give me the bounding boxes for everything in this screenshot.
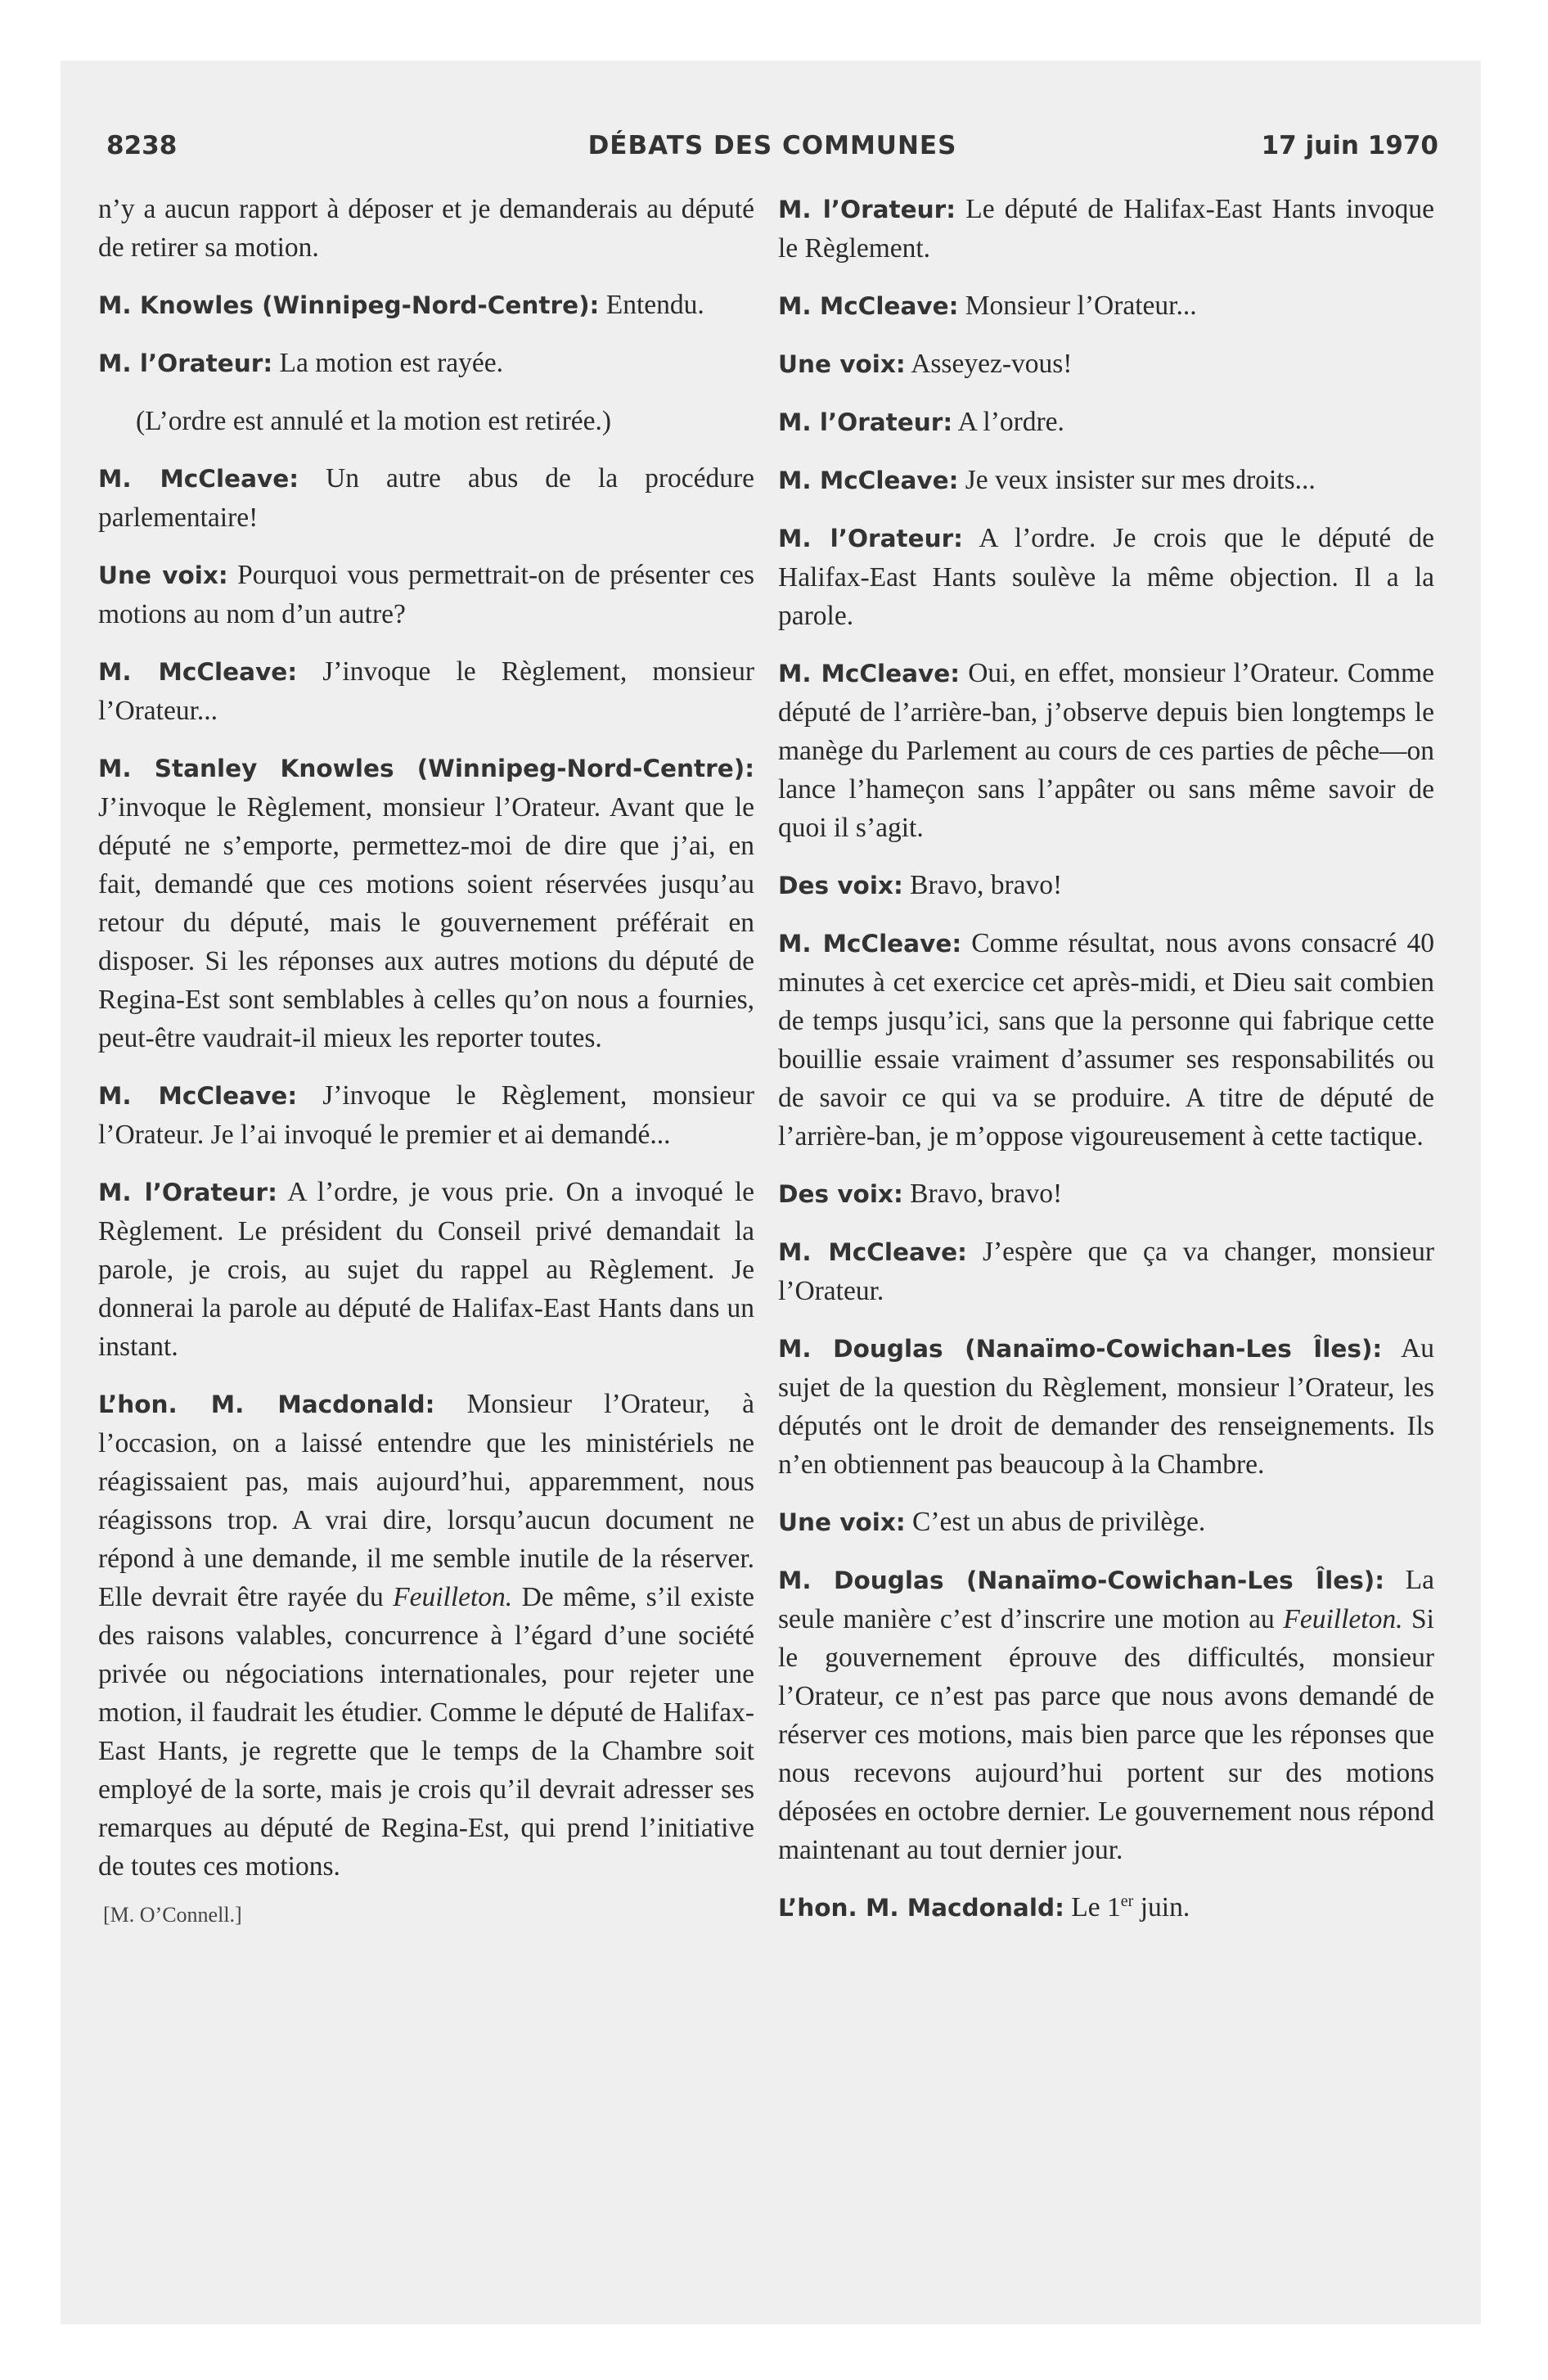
paragraph: M. McCleave: J’invoque le Règlement, monsieur l’Orateur. Je l’ai invoqué le premier et ai demandé... xyxy=(98,1080,755,1150)
paragraph: Des voix: Bravo, bravo! xyxy=(778,870,1063,900)
paragraph: M. McCleave: J’espère que ça va changer, monsieur l’Orateur. xyxy=(778,1237,1434,1306)
speaker-name: M. McCleave: xyxy=(778,930,962,958)
paragraph: Une voix: Pourquoi vous permettrait-on de présenter ces motions au nom d’un autre? xyxy=(98,560,755,629)
paragraph: M. l’Orateur: A l’ordre, je vous prie. On a invoqué le Règlement. Le président du Conseil privé demandait la parole, je crois, au sujet du rappel au Règlement. Je donnerai la parole au député de Halifax-East Hants dans un instant. xyxy=(98,1177,755,1362)
speaker-name: M. McCleave: xyxy=(778,660,961,687)
speaker-name: M. McCleave: xyxy=(98,658,298,686)
speaker-name: M. Knowles (Winnipeg-Nord-Centre): xyxy=(98,291,600,319)
speaker-name: Une voix: xyxy=(778,1508,906,1536)
paragraph: M. l’Orateur: A l’ordre. xyxy=(778,407,1064,437)
publication-title: DÉBATS DES COMMUNES xyxy=(587,131,957,160)
paragraph: M. l’Orateur: A l’ordre. Je crois que le député de Halifax-East Hants soulève la même objection. Il a la parole. xyxy=(778,523,1434,631)
speaker-name: M. McCleave: xyxy=(778,467,959,494)
speaker-name: Des voix: xyxy=(778,872,903,899)
speaker-name: M. Douglas (Nanaïmo-Cowichan-Les Îles): xyxy=(778,1566,1385,1594)
speaker-name: M. l’Orateur: xyxy=(778,408,953,436)
paragraph: L’hon. M. Macdonald: Le 1er juin. xyxy=(778,1891,1190,1922)
paragraph: M. l’Orateur: La motion est rayée. xyxy=(98,348,503,378)
speaker-name: M. l’Orateur: xyxy=(98,349,273,377)
page-number: 8238 xyxy=(106,131,178,160)
paragraph: M. Douglas (Nanaïmo-Cowichan-Les Îles): Au sujet de la question du Règlement, monsieur l’Orateur, les députés ont le droit de demander des renseignements. Ils n’en obtiennent pas beaucoup à la Chambre. xyxy=(778,1333,1434,1480)
speaker-reference: [M. O’Connell.] xyxy=(103,1903,242,1927)
stage-direction: (L’ordre est annulé et la motion est retirée.) xyxy=(136,406,612,436)
paragraph: n’y a aucun rapport à déposer et je demanderais au député de retirer sa motion. xyxy=(98,194,754,263)
paragraph: M. McCleave: Comme résultat, nous avons consacré 40 minutes à cet exercice cet après-midi, et Dieu sait combien de temps jusqu’ici, sans que la personne qui fabrique cette bouillie essaie vraiment d’assumer ses responsabilités ou de savoir ce qui va se produire. A titre de député de l’arrière-ban, je m’oppose vigoureusement à cette tactique. xyxy=(778,928,1435,1152)
paragraph: M. Knowles (Winnipeg-Nord-Centre): Entendu. xyxy=(98,290,704,320)
paragraph: M. Stanley Knowles (Winnipeg-Nord-Centre): J’invoque le Règlement, monsieur l’Orateur. Avant que le député ne s’emporte, permettez-moi de dire que j’ai, en fait, demandé que ces motions soient réservées jusqu’au retour du député, mais le gouvernement préférait en disposer. Si les réponses aux autres motions du député de Regina-Est sont semblables à celles qu’on nous a fournies, peut-être vaudrait-il mieux les reporter toutes. xyxy=(98,755,754,1053)
paragraph: Une voix: Asseyez-vous! xyxy=(778,349,1073,379)
speaker-name: Une voix: xyxy=(98,561,228,589)
speaker-name: M. Douglas (Nanaïmo-Cowichan-Les Îles): xyxy=(778,1335,1383,1363)
paragraph: M. McCleave: Je veux insister sur mes droits... xyxy=(778,465,1316,495)
paragraph: M. McCleave: J’invoque le Règlement, monsieur l’Orateur... xyxy=(98,656,755,726)
speaker-name: M. McCleave: xyxy=(778,292,959,320)
paragraph: Des voix: Bravo, bravo! xyxy=(778,1179,1063,1209)
speaker-name: Des voix: xyxy=(778,1180,903,1208)
paragraph: M. McCleave: Un autre abus de la procédure parlementaire! xyxy=(98,463,755,533)
speaker-name: M. l’Orateur: xyxy=(98,1179,277,1206)
paragraph: L’hon. M. Macdonald: Monsieur l’Orateur, à l’occasion, on a laissé entendre que les ministériels ne réagissaient pas, mais aujourd’hui, apparemment, nous réagissons trop. A vrai dire, lorsqu’aucun document ne répond à une demande, il me semble inutile de la réserver. Elle devrait être rayée du Feuilleton. De même, s’il existe des raisons valables, concurrence à l’égard d’une société privée ou négociations internationales, pour rejeter une motion, il faudrait les étudier. Comme le député de Halifax-East Hants, je regrette que le temps de la Chambre soit employé de la sorte, mais je crois qu’il devrait adresser ses remarques au député de Regina-Est, qui prend l’initiative de toutes ces motions. xyxy=(98,1389,754,1882)
speaker-name: Une voix: xyxy=(778,350,906,378)
speaker-name: L’hon. M. Macdonald: xyxy=(98,1391,435,1418)
left-column xyxy=(98,190,754,1929)
speaker-name: L’hon. M. Macdonald: xyxy=(778,1894,1064,1922)
paragraph: M. McCleave: Monsieur l’Orateur... xyxy=(778,291,1197,321)
speaker-name: M. McCleave: xyxy=(98,1082,298,1110)
paragraph: M. l’Orateur: Le député de Halifax-East Hants invoque le Règlement. xyxy=(778,194,1434,264)
running-head xyxy=(106,131,1438,172)
right-column xyxy=(778,190,1434,1946)
paragraph: Une voix: C’est un abus de privilège. xyxy=(778,1507,1206,1537)
speaker-name: M. Stanley Knowles (Winnipeg-Nord-Centre): xyxy=(98,755,754,782)
speaker-name: M. l’Orateur: xyxy=(778,525,963,552)
speaker-name: M. McCleave: xyxy=(778,1238,967,1266)
speaker-name: M. l’Orateur: xyxy=(778,196,956,223)
speaker-name: M. McCleave: xyxy=(98,465,299,493)
paragraph: M. McCleave: Oui, en effet, monsieur l’Orateur. Comme député de l’arrière-ban, j’observe depuis bien longtemps le manège du Parlement au cours de ces parties de pêche—on lance l’hameçon sans l’appâter ou sans même savoir de quoi il s’agit. xyxy=(778,658,1435,843)
paragraph: M. Douglas (Nanaïmo-Cowichan-Les Îles): La seule manière c’est d’inscrire une motion au Feuilleton. Si le gouvernement éprouve des difficultés, monsieur l’Orateur, ce n’est pas parce que nous avons demandé de réserver ces motions, mais bien parce que les réponses que nous recevons aujourd’hui portent sur des motions déposées en octobre dernier. Le gouvernement nous répond maintenant au tout dernier jour. xyxy=(778,1565,1435,1865)
publication-date: 17 juin 1970 xyxy=(1261,131,1438,160)
